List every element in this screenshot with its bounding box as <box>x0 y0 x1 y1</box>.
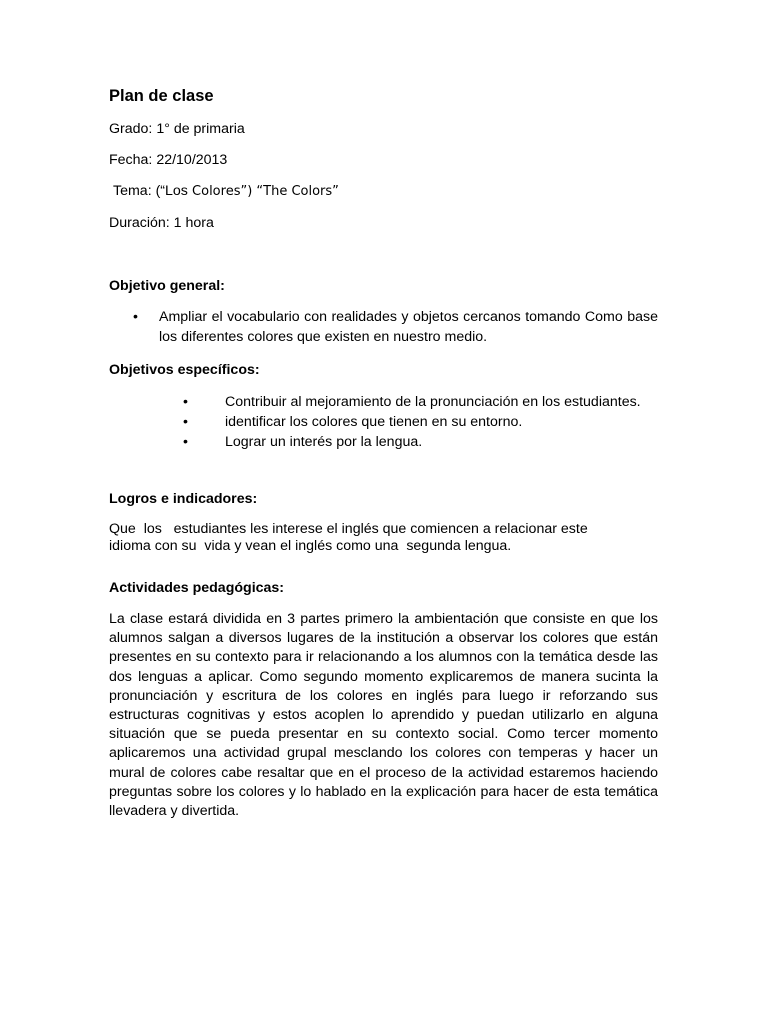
list-item <box>109 433 658 452</box>
document-title: Plan de clase <box>109 87 214 105</box>
bullet-icon: • <box>133 309 138 325</box>
logros-heading: Logros e indicadores: <box>109 491 258 507</box>
list-item-text: Ampliar el vocabulario con realidades y objetos cercanos tomando Como base los diferentes colores que existen en nuestro medio. <box>159 309 658 345</box>
list-item-text: Lograr un interés por la lengua. <box>225 434 423 450</box>
tema-prefix: Tema: (“ <box>113 183 166 199</box>
tema-line <box>109 182 658 201</box>
bullet-icon: • <box>183 434 188 450</box>
grado-line: Grado: 1° de primaria <box>109 121 245 137</box>
list-item <box>109 308 658 347</box>
objetivo-general-list <box>109 308 658 347</box>
actividades-heading: Actividades pedagógicas: <box>109 580 285 596</box>
logros-paragraph: Que los estudiantes les interese el inglés que comiencen a relacionar este idioma con su vida y vean el inglés como una segunda lengua. <box>109 521 588 554</box>
fecha-line: Fecha: 22/10/2013 <box>109 152 228 168</box>
list-item-text: Contribuir al mejoramiento de la pronunciación en los estudiantes. <box>225 394 641 410</box>
bullet-icon: • <box>183 414 188 430</box>
duracion-line: Duración: 1 hora <box>109 215 214 231</box>
tema-los: Los <box>165 183 188 199</box>
list-item <box>109 413 658 432</box>
actividades-paragraph: La clase estará dividida en 3 partes primero la ambientación que consiste en que los alumnos salgan a diversos lugares de la institución a observar los colores que están presentes en su contexto para ir relacionando a los alumnos con la temática desde las dos lenguas a aplicar. Como segundo momento explicaremos de manera sucinta la pronunciación y escritura de los colores en inglés para luego ir reforzando sus estructuras cognitivas y estos acoplen lo aprendido y puedan utilizarlo en alguna situación que se pueda presentar en su contexto social. Como tercer momento aplicaremos una actividad grupal mesclando los colores con temperas y hacer un mural de colores cabe resaltar que en el proceso de la actividad estaremos haciendo preguntas sobre los colores y lo hablado en la explicación para hacer de esta temática llevadera y divertida. <box>109 611 658 820</box>
objetivo-general-heading: Objetivo general: <box>109 278 225 294</box>
bullet-icon: • <box>183 394 188 410</box>
objetivos-especificos-heading: Objetivos específicos: <box>109 362 260 378</box>
list-item <box>109 393 658 412</box>
document-page <box>109 84 658 821</box>
tema-english: “The Colors” <box>256 184 339 199</box>
list-item-text: identificar los colores que tienen en su entorno. <box>225 414 523 430</box>
objetivos-especificos-list <box>109 393 658 452</box>
tema-colores: Colores”) <box>187 184 257 199</box>
